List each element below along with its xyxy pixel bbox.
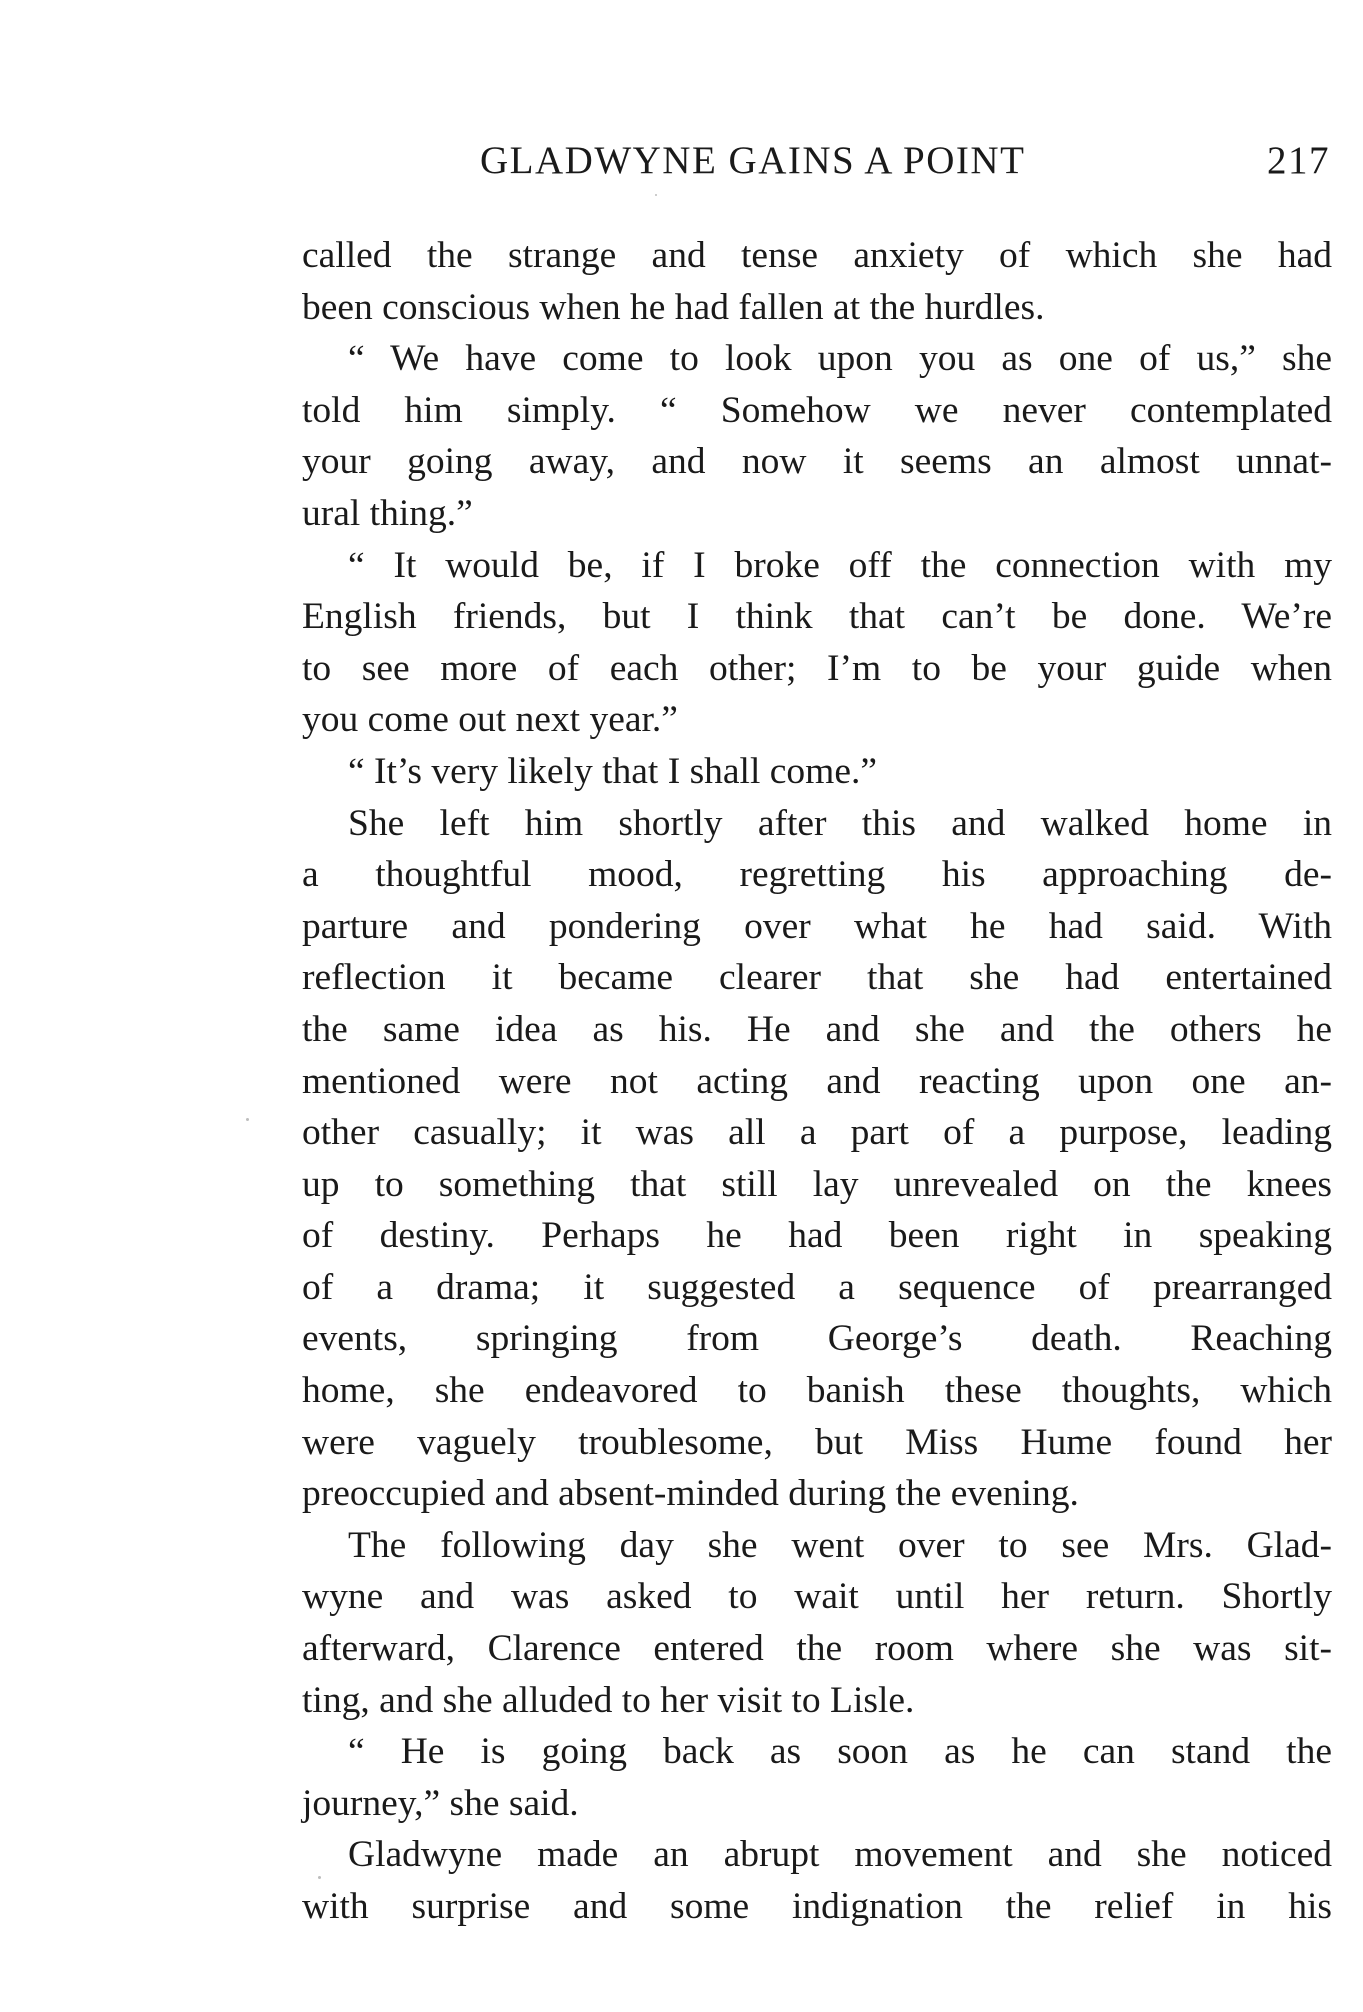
text-line: of destiny. Perhaps he had been right in speaking (302, 1215, 1332, 1257)
text-line: “ He is going back as soon as he can stand the (348, 1731, 1332, 1773)
text-line: of a drama; it suggested a sequence of prearranged (302, 1266, 1332, 1308)
running-head (300, 138, 1330, 188)
text-line: a thoughtful mood, regretting his approaching de- (302, 854, 1332, 896)
text-line: reflection it became clearer that she had entertained (302, 957, 1332, 999)
text-line: ural thing.” (302, 492, 473, 534)
text-line: up to something that still lay unrevealed on the knees (302, 1163, 1332, 1205)
body-text (302, 230, 1332, 1933)
text-line: called the strange and tense anxiety of which she had (302, 235, 1332, 276)
paper-speck (655, 194, 657, 196)
text-line: parture and pondering over what he had said. With (302, 905, 1332, 947)
text-line: The following day she went over to see Mrs. Glad- (348, 1524, 1332, 1566)
text-line: ting, and she alluded to her visit to Lisle. (302, 1679, 915, 1721)
text-line: preoccupied and absent-minded during the evening. (302, 1473, 1079, 1515)
text-line: home, she endeavored to banish these thoughts, which (302, 1370, 1332, 1412)
text-line: afterward, Clarence entered the room where she was sit- (302, 1628, 1332, 1670)
text-line: events, springing from George’s death. Reaching (302, 1318, 1332, 1360)
text-line: “ It would be, if I broke off the connection with my (348, 544, 1332, 586)
text-line: mentioned were not acting and reacting upon one an- (302, 1060, 1332, 1102)
text-line: “ We have come to look upon you as one of us,” she (348, 338, 1332, 380)
text-line: Gladwyne made an abrupt movement and she noticed (348, 1834, 1332, 1876)
text-line: “ It’s very likely that I shall come.” (348, 750, 877, 792)
text-line: been conscious when he had fallen at the hurdles. (302, 286, 1045, 328)
text-line: other casually; it was all a part of a purpose, leading (302, 1112, 1332, 1154)
text-line: English friends, but I think that can’t be done. We’re (302, 596, 1332, 638)
paper-speck (318, 1876, 321, 1879)
text-line: your going away, and now it seems an almost unnat- (302, 441, 1332, 483)
page-number: 217 (1267, 139, 1330, 182)
text-line: wyne and was asked to wait until her return. Shortly (302, 1576, 1332, 1618)
text-line: were vaguely troublesome, but Miss Hume found her (302, 1421, 1332, 1463)
running-title: GLADWYNE GAINS A POINT (480, 139, 1026, 182)
text-line: journey,” she said. (302, 1782, 579, 1824)
paper-speck (246, 1118, 249, 1121)
text-line: the same idea as his. He and she and the others he (302, 1008, 1332, 1050)
text-line: to see more of each other; I’m to be your guide when (302, 647, 1332, 689)
text-line: told him simply. “ Somehow we never contemplated (302, 389, 1332, 431)
text-line: you come out next year.” (302, 699, 678, 741)
text-line: with surprise and some indignation the relief in his (302, 1886, 1332, 1927)
text-line: She left him shortly after this and walked home in (348, 802, 1332, 844)
